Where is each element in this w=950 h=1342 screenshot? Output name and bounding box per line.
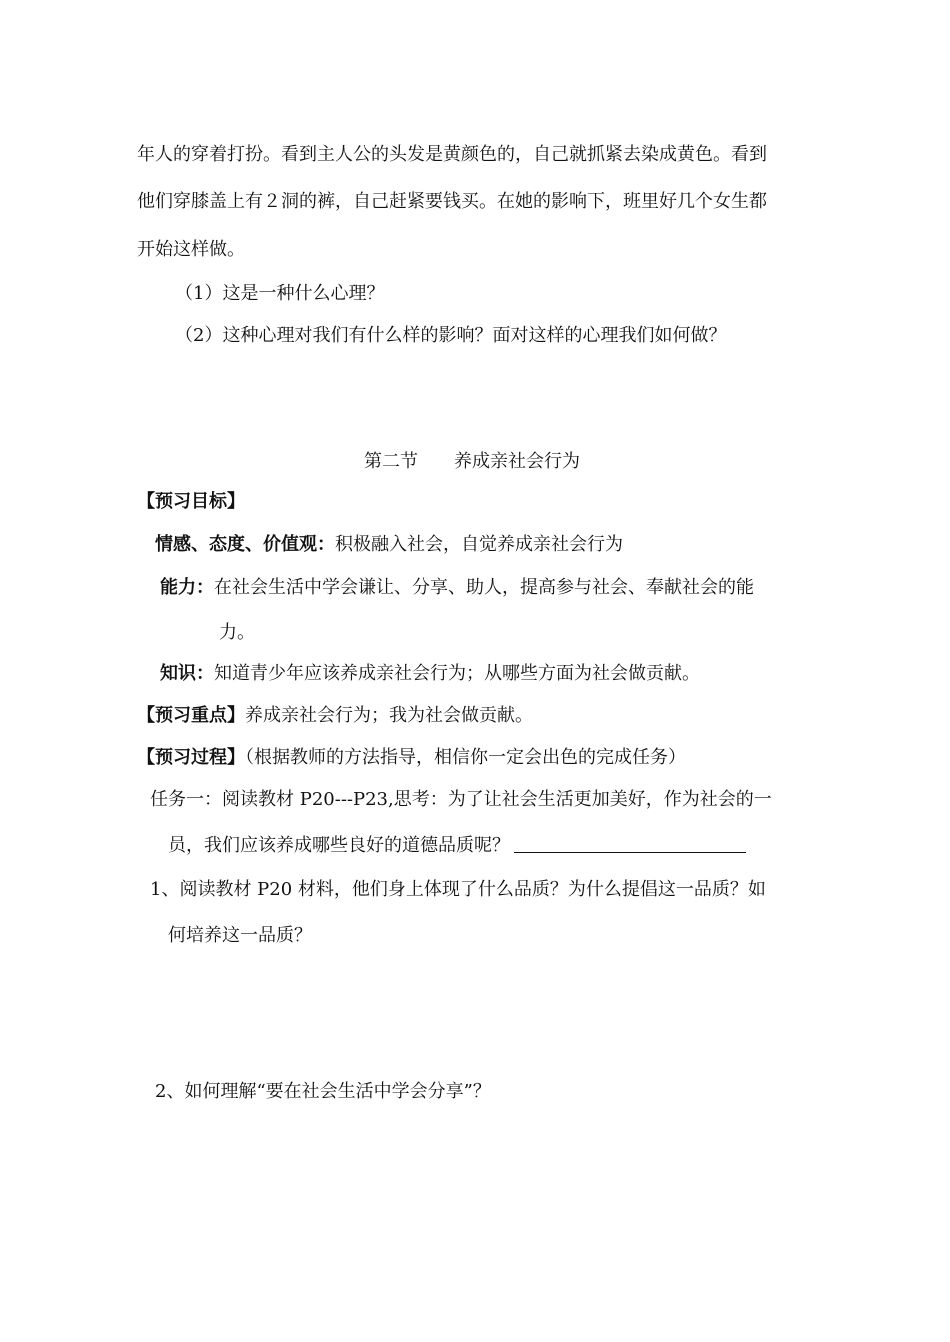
goal-knowledge-text: 知道青少年应该养成亲社会行为；从哪些方面为社会做贡献。 <box>214 663 700 684</box>
task1-line-2 <box>168 834 746 858</box>
focus-line <box>137 704 533 728</box>
item1-line-2: 何培养这一品质？ <box>168 925 312 946</box>
task1-line-1: 任务一：阅读教材 P20---P23,思考：为了让社会生活更加美好，作为社会的一 <box>150 789 772 810</box>
goal-ability-text: 在社会生活中学会谦让、分享、助人，提高参与社会、奉献社会的能 <box>214 577 754 598</box>
question-2: （2）这种心理对我们有什么样的影响？面对这样的心理我们如何做？ <box>175 325 727 346</box>
passage-line-2: 他们穿膝盖上有２洞的裤，自己赶紧要钱买。在她的影响下，班里好几个女生都 <box>137 191 767 212</box>
question-1: （1）这是一种什么心理？ <box>175 283 385 304</box>
item2-line: 2、如何理解“要在社会生活中学会分享”？ <box>155 1081 491 1102</box>
section-title: 第二节 养成亲社会行为 <box>364 451 580 472</box>
goal-emotion-text: 积极融入社会，自觉养成亲社会行为 <box>335 534 623 555</box>
goals-heading: 【预习目标】 <box>137 491 245 512</box>
goal-ability-label: 能力： <box>160 577 214 598</box>
goal-emotion-label: 情感、态度、价值观： <box>155 534 335 555</box>
focus-heading: 【预习重点】 <box>137 705 245 726</box>
passage-line-1: 年人的穿着打扮。看到主人公的头发是黄颜色的，自己就抓紧去染成黄色。看到 <box>137 144 767 165</box>
task1-line-2-text: 员，我们应该养成哪些良好的道德品质呢？ <box>168 835 510 856</box>
process-text: （根据教师的方法指导，相信你一定会出色的完成任务） <box>245 747 686 768</box>
goal-ability-cont: 力。 <box>219 622 255 643</box>
answer-blank[interactable] <box>514 834 746 853</box>
process-heading: 【预习过程】 <box>137 747 245 768</box>
item1-line-1: 1、阅读教材 P20 材料，他们身上体现了什么品质？为什么提倡这一品质？如 <box>150 879 766 900</box>
goal-knowledge-label: 知识： <box>160 663 214 684</box>
passage-line-3: 开始这样做。 <box>137 239 245 260</box>
goal-emotion <box>155 533 623 557</box>
process-line <box>137 746 686 770</box>
focus-text: 养成亲社会行为；我为社会做贡献。 <box>245 705 533 726</box>
goal-knowledge <box>160 662 700 686</box>
goal-ability <box>160 576 754 600</box>
